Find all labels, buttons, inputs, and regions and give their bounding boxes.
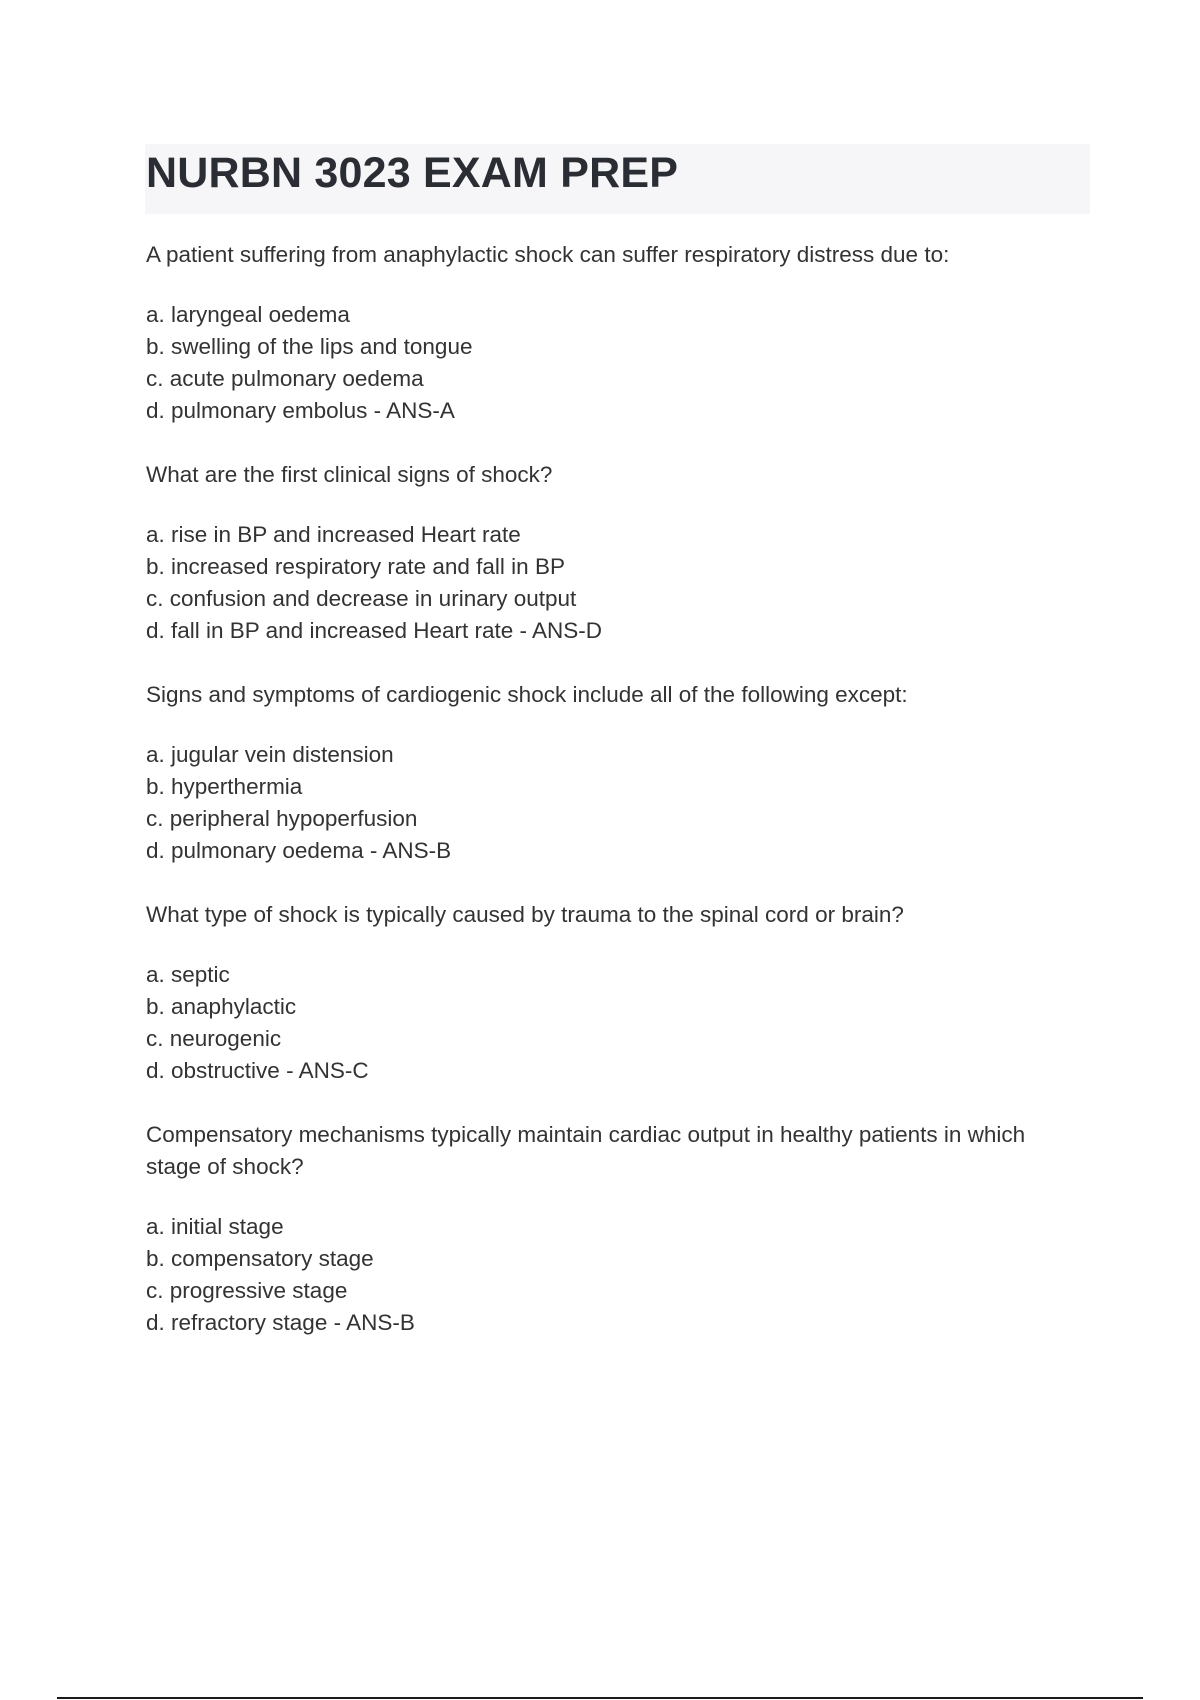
answer-option: b. compensatory stage [146, 1246, 374, 1271]
page-title: NURBN 3023 EXAM PREP [146, 149, 679, 197]
answer-option: c. peripheral hypoperfusion [146, 806, 418, 831]
answer-option: b. hyperthermia [146, 774, 303, 799]
answer-option: a. initial stage [146, 1214, 284, 1239]
answer-option: a. jugular vein distension [146, 742, 394, 767]
answer-options [146, 299, 1046, 427]
answer-option: d. fall in BP and increased Heart rate - ANS-D [146, 618, 603, 643]
answer-option: d. pulmonary embolus - ANS-A [146, 398, 455, 423]
answer-options [146, 959, 1046, 1087]
question-block-5 [146, 1119, 1046, 1339]
answer-option: a. rise in BP and increased Heart rate [146, 522, 521, 547]
answer-option: c. acute pulmonary oedema [146, 366, 424, 391]
question-list [146, 239, 1046, 1371]
answer-option: b. anaphylactic [146, 994, 297, 1019]
question-text: What are the first clinical signs of shock? [146, 462, 553, 487]
answer-options [146, 519, 1046, 647]
question-text: Compensatory mechanisms typically maintain cardiac output in healthy patients in which stage of shock? [146, 1122, 1026, 1179]
question-text: Signs and symptoms of cardiogenic shock include all of the following except: [146, 682, 908, 707]
answer-option: c. confusion and decrease in urinary output [146, 586, 577, 611]
answer-option: a. laryngeal oedema [146, 302, 350, 327]
answer-option: d. obstructive - ANS-C [146, 1058, 369, 1083]
answer-option: a. septic [146, 962, 230, 987]
answer-option: c. neurogenic [146, 1026, 282, 1051]
answer-option: d. pulmonary oedema - ANS-B [146, 838, 452, 863]
question-block-1 [146, 239, 1046, 427]
question-text: What type of shock is typically caused by trauma to the spinal cord or brain? [146, 902, 904, 927]
question-block-4 [146, 899, 1046, 1087]
answer-option: c. progressive stage [146, 1278, 348, 1303]
answer-options [146, 1211, 1046, 1339]
question-block-3 [146, 679, 1046, 867]
question-text: A patient suffering from anaphylactic shock can suffer respiratory distress due to: [146, 242, 950, 267]
answer-option: d. refractory stage - ANS-B [146, 1310, 415, 1335]
answer-option: b. swelling of the lips and tongue [146, 334, 473, 359]
answer-option: b. increased respiratory rate and fall in BP [146, 554, 565, 579]
answer-options [146, 739, 1046, 867]
footer-divider [57, 1697, 1143, 1699]
question-block-2 [146, 459, 1046, 647]
